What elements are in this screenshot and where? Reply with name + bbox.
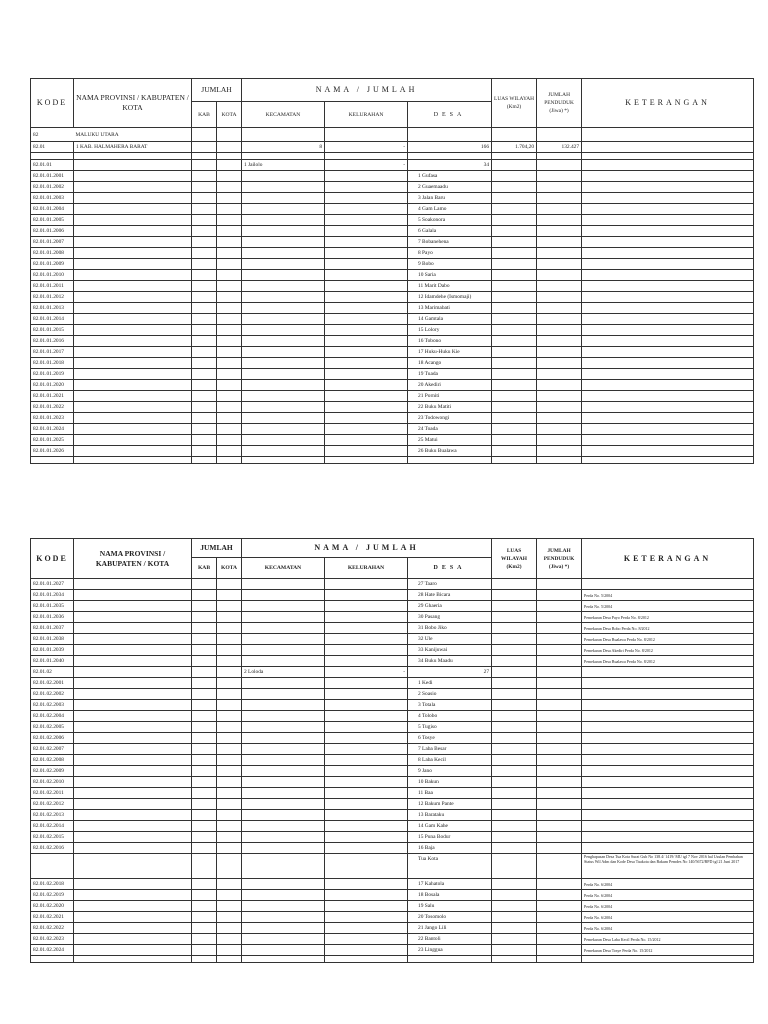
desa-kode: 82.01.01.2023 xyxy=(31,413,74,424)
desa-name: 30 Pasang xyxy=(408,612,492,623)
desa-name: 31 Bobo Jiko xyxy=(408,623,492,634)
keterangan-note xyxy=(582,700,754,711)
keterangan-note: Perda No. 5/2004 xyxy=(582,590,754,601)
desa-name: 2 Guaemaadu xyxy=(408,182,492,193)
desa-kode: 82.01.02.2002 xyxy=(31,689,74,700)
desa-row xyxy=(31,292,754,303)
desa-row xyxy=(31,402,754,413)
desa-kode: 82.01.01.2014 xyxy=(31,314,74,325)
desa-kode: 82.01.01.2021 xyxy=(31,391,74,402)
desa-name: 34 Buku Maadu xyxy=(408,656,492,667)
keterangan-note xyxy=(582,689,754,700)
desa-row xyxy=(31,678,754,689)
desa-name: 16 Tobono xyxy=(408,336,492,347)
desa-row xyxy=(31,182,754,193)
desa-row xyxy=(31,879,754,890)
desa-kode: 82.01.01.2007 xyxy=(31,237,74,248)
kode-header: KODE xyxy=(31,79,74,128)
desa-kode: 82.01.01.2002 xyxy=(31,182,74,193)
region-code-table-1 xyxy=(30,78,754,464)
keterangan-note: Pemekaran Desa Payo Perda No. 8/2012 xyxy=(582,612,754,623)
desa-kode: 82.01.01.2026 xyxy=(31,446,74,457)
desa-kode: 82.01.01.2006 xyxy=(31,226,74,237)
desa-name: 32 Ule xyxy=(408,634,492,645)
nama-jumlah-header: NAMA / JUMLAH xyxy=(242,79,492,102)
desa-name: 24 Toada xyxy=(408,424,492,435)
desa-row xyxy=(31,435,754,446)
desa-row xyxy=(31,380,754,391)
kabupaten-kelurahan-count: - xyxy=(325,142,408,153)
desa-row xyxy=(31,193,754,204)
keterangan-note: Pemekaran Desa Tosye Perda No. 15/2012 xyxy=(582,945,754,956)
desa-name: 4 Gam Lamo xyxy=(408,204,492,215)
kecamatan-desa-count: 34 xyxy=(408,160,492,171)
keterangan-note xyxy=(582,711,754,722)
desa-name: 12 Bakum Pante xyxy=(408,799,492,810)
desa-kode: 82.01.01.2010 xyxy=(31,270,74,281)
kecamatan-nama: 1 Jailolo xyxy=(242,160,325,171)
desa-row xyxy=(31,204,754,215)
desa-row xyxy=(31,901,754,912)
desa-kode: 82.01.02.2018 xyxy=(31,879,74,890)
kabupaten-luas: 1.704,20 xyxy=(492,142,537,153)
keterangan-note xyxy=(582,766,754,777)
desa-row xyxy=(31,259,754,270)
desa-name: 8 Payo xyxy=(408,248,492,259)
desa-kode: 82.01.01.2009 xyxy=(31,259,74,270)
desa-name: 28 Hate Bicara xyxy=(408,590,492,601)
desa-kode: 82.01.01.2004 xyxy=(31,204,74,215)
desa-row xyxy=(31,270,754,281)
keterangan-note xyxy=(582,777,754,788)
desa-name: 3 Totala xyxy=(408,700,492,711)
kota-header: KOTA xyxy=(217,102,242,128)
desa-kode: 82.01.01.2040 xyxy=(31,656,74,667)
keterangan-note: Pemekaran Desa Bobo Perda No. 8/2012 xyxy=(582,623,754,634)
desa-row xyxy=(31,810,754,821)
keterangan-note xyxy=(582,788,754,799)
keterangan-note: Perda No. 6/2004 xyxy=(582,923,754,934)
desa-kode: 82.01.02.2014 xyxy=(31,821,74,832)
keterangan-note xyxy=(582,821,754,832)
keterangan-note: Perda No. 5/2004 xyxy=(582,601,754,612)
desa-name: 13 Marimabati xyxy=(408,303,492,314)
kecamatan-kelurahan-count: - xyxy=(325,160,408,171)
keterangan-note xyxy=(582,810,754,821)
desa-kode: 82.01.02.2022 xyxy=(31,923,74,934)
desa-name: 18 Bosala xyxy=(408,890,492,901)
kecamatan-row xyxy=(31,160,754,171)
desa-kode: 82.01.02.2023 xyxy=(31,934,74,945)
desa-row xyxy=(31,700,754,711)
desa-row xyxy=(31,788,754,799)
kabupaten-kode: 82.01 xyxy=(31,142,74,153)
desa-row xyxy=(31,843,754,854)
desa-row xyxy=(31,722,754,733)
desa-name: 19 Salu xyxy=(408,901,492,912)
desa-header: DESA xyxy=(408,102,492,128)
desa-kode: 82.01.02.2010 xyxy=(31,777,74,788)
kab-header: KAB xyxy=(192,102,217,128)
keterangan-note: Penghapusan Desa Tua Kota Surat Gub No 138.4/ 1419/ MU tgl 7 Nov 2016 hal Usulan Pembahan Status Wil Adm dan Kode Desa Tuakota dan Bakum Pemdes No 140/5672/BPD tgl 21 Juni 2017 xyxy=(582,854,754,879)
kabupaten-penduduk: 132.427 xyxy=(537,142,582,153)
penduduk-header: JUMLAH PENDUDUK (Jiwa) *) xyxy=(537,539,582,579)
kelurahan-header: KELURAHAN xyxy=(325,102,408,128)
desa-row xyxy=(31,391,754,402)
jumlah-header: JUMLAH xyxy=(192,539,242,558)
kecamatan-row xyxy=(31,667,754,678)
desa-name: 9 Jano xyxy=(408,766,492,777)
desa-kode: 82.01.01.2012 xyxy=(31,292,74,303)
desa-name: 23 Linggua xyxy=(408,945,492,956)
desa-name: 10 Bakun xyxy=(408,777,492,788)
desa-kode: 82.01.02.2009 xyxy=(31,766,74,777)
desa-name: 15 Puna Bodur xyxy=(408,832,492,843)
keterangan-note xyxy=(582,755,754,766)
desa-row xyxy=(31,413,754,424)
desa-name: 16 Baja xyxy=(408,843,492,854)
desa-kode: 82.01.01.2018 xyxy=(31,358,74,369)
desa-row xyxy=(31,579,754,590)
desa-kode: 82.01.02.2003 xyxy=(31,700,74,711)
desa-kode: 82.01.02.2005 xyxy=(31,722,74,733)
desa-name: 21 Jango Lili xyxy=(408,923,492,934)
kabupaten-kecamatan-count: 8 xyxy=(242,142,325,153)
desa-kode: 82.01.01.2034 xyxy=(31,590,74,601)
desa-kode: 82.01.02.2007 xyxy=(31,744,74,755)
kabupaten-row xyxy=(31,142,754,153)
desa-kode: 82.01.02.2019 xyxy=(31,890,74,901)
desa-name: 17 Kahatola xyxy=(408,879,492,890)
desa-kode: 82.01.02.2016 xyxy=(31,843,74,854)
desa-kode: 82.01.01.2013 xyxy=(31,303,74,314)
kecamatan-header: KECAMATAN xyxy=(242,558,325,579)
desa-row xyxy=(31,689,754,700)
desa-row xyxy=(31,303,754,314)
desa-row xyxy=(31,281,754,292)
luas-header: LUAS WILAYAH (Km2) xyxy=(492,539,537,579)
keterangan-note xyxy=(582,733,754,744)
desa-row xyxy=(31,424,754,435)
desa-kode: 82.01.02.2004 xyxy=(31,711,74,722)
desa-kode: 82.01.02.2006 xyxy=(31,733,74,744)
desa-name: 7 Bobanehena xyxy=(408,237,492,248)
desa-name: 8 Laba Kecil xyxy=(408,755,492,766)
desa-row xyxy=(31,347,754,358)
desa-name: 14 Gam Kahe xyxy=(408,821,492,832)
desa-name: 29 Ghaeria xyxy=(408,601,492,612)
kecamatan-kelurahan-count: - xyxy=(325,667,408,678)
desa-name: 25 Matui xyxy=(408,435,492,446)
desa-kode: 82.01.01.2036 xyxy=(31,612,74,623)
desa-row xyxy=(31,945,754,956)
desa-kode: 82.01.01.2038 xyxy=(31,634,74,645)
desa-kode: 82.01.02.2008 xyxy=(31,755,74,766)
desa-kode: 82.01.01.2037 xyxy=(31,623,74,634)
kota-header: KOTA xyxy=(217,558,242,579)
desa-row xyxy=(31,590,754,601)
desa-name: 6 Galala xyxy=(408,226,492,237)
desa-row xyxy=(31,656,754,667)
province-nama: MALUKU UTARA xyxy=(74,128,192,142)
desa-name: 22 Bantoli xyxy=(408,934,492,945)
kab-header: KAB xyxy=(192,558,217,579)
desa-row xyxy=(31,314,754,325)
desa-kode: 82.01.01.2016 xyxy=(31,336,74,347)
desa-name: 15 Lolory xyxy=(408,325,492,336)
nama-header: NAMA PROVINSI / KABUPATEN / KOTA xyxy=(74,539,192,579)
desa-kode: 82.01.02.2024 xyxy=(31,945,74,956)
kecamatan-kode: 82.01.01 xyxy=(31,160,74,171)
penduduk-header: JUMLAH PENDUDUK (Jiwa) *) xyxy=(537,79,582,128)
jumlah-header: JUMLAH xyxy=(192,79,242,102)
desa-row xyxy=(31,358,754,369)
desa-name: 20 Akediri xyxy=(408,380,492,391)
desa-name: 33 Kanijuwai xyxy=(408,645,492,656)
desa-row xyxy=(31,912,754,923)
desa-name: 11 Marit Dabo xyxy=(408,281,492,292)
desa-name: Tua Kota xyxy=(408,854,492,879)
desa-kode: 82.01.01.2024 xyxy=(31,424,74,435)
kabupaten-desa-count: 166 xyxy=(408,142,492,153)
keterangan-note: Perda No. 6/2004 xyxy=(582,890,754,901)
desa-name: 22 Buku Matiti xyxy=(408,402,492,413)
desa-row xyxy=(31,934,754,945)
kode-header: KODE xyxy=(31,539,74,579)
desa-kode: 82.01.02.2015 xyxy=(31,832,74,843)
desa-kode: 82.01.02.2013 xyxy=(31,810,74,821)
desa-kode: 82.01.01.2003 xyxy=(31,193,74,204)
kecamatan-desa-count: 27 xyxy=(408,667,492,678)
desa-kode: 82.01.01.2005 xyxy=(31,215,74,226)
keterangan-note: Pemekaran Desa Akediri Perda No. 8/2012 xyxy=(582,645,754,656)
keterangan-note: Pemekaran Desa Bualawa Perda No. 8/2012 xyxy=(582,634,754,645)
deleted-desa-row xyxy=(31,854,754,879)
desa-row xyxy=(31,446,754,457)
desa-row xyxy=(31,369,754,380)
desa-name: 3 Jalan Baru xyxy=(408,193,492,204)
desa-name: 20 Tosomolo xyxy=(408,912,492,923)
desa-name: 9 Bobo xyxy=(408,259,492,270)
desa-row xyxy=(31,799,754,810)
desa-row xyxy=(31,832,754,843)
desa-row xyxy=(31,623,754,634)
desa-header: DESA xyxy=(408,558,492,579)
kecamatan-kode: 82.01.02 xyxy=(31,667,74,678)
desa-kode: 82.01.02.2021 xyxy=(31,912,74,923)
nama-header: NAMA PROVINSI / KABUPATEN / KOTA xyxy=(74,79,192,128)
desa-row xyxy=(31,601,754,612)
keterangan-note xyxy=(582,799,754,810)
desa-name: 12 Idamdehe (Ismomaji) xyxy=(408,292,492,303)
desa-name: 7 Laba Besar xyxy=(408,744,492,755)
desa-row xyxy=(31,171,754,182)
desa-kode: 82.01.01.2008 xyxy=(31,248,74,259)
keterangan-header: KETERANGAN xyxy=(582,79,754,128)
keterangan-note: Perda No. 6/2004 xyxy=(582,912,754,923)
keterangan-note xyxy=(582,832,754,843)
keterangan-note: Perda No. 6/2004 xyxy=(582,901,754,912)
desa-kode: 82.01.02.2001 xyxy=(31,678,74,689)
desa-name: 2 Soasio xyxy=(408,689,492,700)
desa-row xyxy=(31,744,754,755)
desa-kode: 82.01.01.2039 xyxy=(31,645,74,656)
desa-name: 21 Porniti xyxy=(408,391,492,402)
desa-name: 13 Barataku xyxy=(408,810,492,821)
kelurahan-header: KELURAHAN xyxy=(325,558,408,579)
desa-kode: 82.01.02.2020 xyxy=(31,901,74,912)
desa-row xyxy=(31,248,754,259)
desa-row xyxy=(31,923,754,934)
desa-name: 23 Todowongi xyxy=(408,413,492,424)
desa-kode: 82.01.01.2011 xyxy=(31,281,74,292)
desa-row xyxy=(31,634,754,645)
desa-row xyxy=(31,890,754,901)
desa-row xyxy=(31,821,754,832)
province-kode: 82 xyxy=(31,128,74,142)
desa-name: 17 Huku-Huku Kie xyxy=(408,347,492,358)
desa-row xyxy=(31,215,754,226)
desa-row xyxy=(31,645,754,656)
desa-kode: 82.01.01.2020 xyxy=(31,380,74,391)
kecamatan-header: KECAMATAN xyxy=(242,102,325,128)
desa-row xyxy=(31,755,754,766)
keterangan-note: Pemekaran Desa Laba Kecil Perda No. 15/2012 xyxy=(582,934,754,945)
province-row xyxy=(31,128,754,142)
desa-row xyxy=(31,777,754,788)
desa-kode: 82.01.01.2015 xyxy=(31,325,74,336)
desa-name: 27 Taaro xyxy=(408,579,492,590)
keterangan-header: KETERANGAN xyxy=(582,539,754,579)
keterangan-note xyxy=(582,722,754,733)
desa-name: 5 Tugiso xyxy=(408,722,492,733)
luas-header: LUAS WILAYAH (Km2) xyxy=(492,79,537,128)
desa-kode: 82.01.01.2001 xyxy=(31,171,74,182)
nama-jumlah-header: NAMA / JUMLAH xyxy=(242,539,492,558)
desa-row xyxy=(31,325,754,336)
desa-name: 4 Tolobo xyxy=(408,711,492,722)
keterangan-note: Perda No. 6/2004 xyxy=(582,879,754,890)
desa-kode: 82.01.01.2035 xyxy=(31,601,74,612)
desa-name: 11 Baa xyxy=(408,788,492,799)
desa-kode: 82.01.01.2022 xyxy=(31,402,74,413)
desa-kode: 82.01.01.2019 xyxy=(31,369,74,380)
desa-name: 1 Kedi xyxy=(408,678,492,689)
desa-kode: 82.01.01.2017 xyxy=(31,347,74,358)
desa-row xyxy=(31,612,754,623)
desa-row xyxy=(31,766,754,777)
kabupaten-nama: 1 KAB. HALMAHERA BARAT xyxy=(74,142,192,153)
keterangan-note xyxy=(582,843,754,854)
desa-kode: 82.01.01.2027 xyxy=(31,579,74,590)
desa-name: 10 Saria xyxy=(408,270,492,281)
desa-name: 6 Tosye xyxy=(408,733,492,744)
desa-name: 18 Acango xyxy=(408,358,492,369)
desa-name: 26 Buku Bualawa xyxy=(408,446,492,457)
desa-kode: 82.01.01.2025 xyxy=(31,435,74,446)
keterangan-note: Pemekaran Desa Bualawa Perda No. 8/2012 xyxy=(582,656,754,667)
desa-name: 5 Soakonora xyxy=(408,215,492,226)
keterangan-note xyxy=(582,678,754,689)
desa-kode: 82.01.02.2011 xyxy=(31,788,74,799)
desa-name: 19 Tuada xyxy=(408,369,492,380)
desa-row xyxy=(31,711,754,722)
desa-kode: 82.01.02.2012 xyxy=(31,799,74,810)
keterangan-note xyxy=(582,579,754,590)
keterangan-note xyxy=(582,744,754,755)
desa-name: 14 Gamtala xyxy=(408,314,492,325)
desa-row xyxy=(31,237,754,248)
desa-row xyxy=(31,336,754,347)
desa-row xyxy=(31,733,754,744)
kecamatan-nama: 2 Loloda xyxy=(242,667,325,678)
region-code-table-2 xyxy=(30,538,754,963)
desa-row xyxy=(31,226,754,237)
desa-name: 1 Gufasa xyxy=(408,171,492,182)
